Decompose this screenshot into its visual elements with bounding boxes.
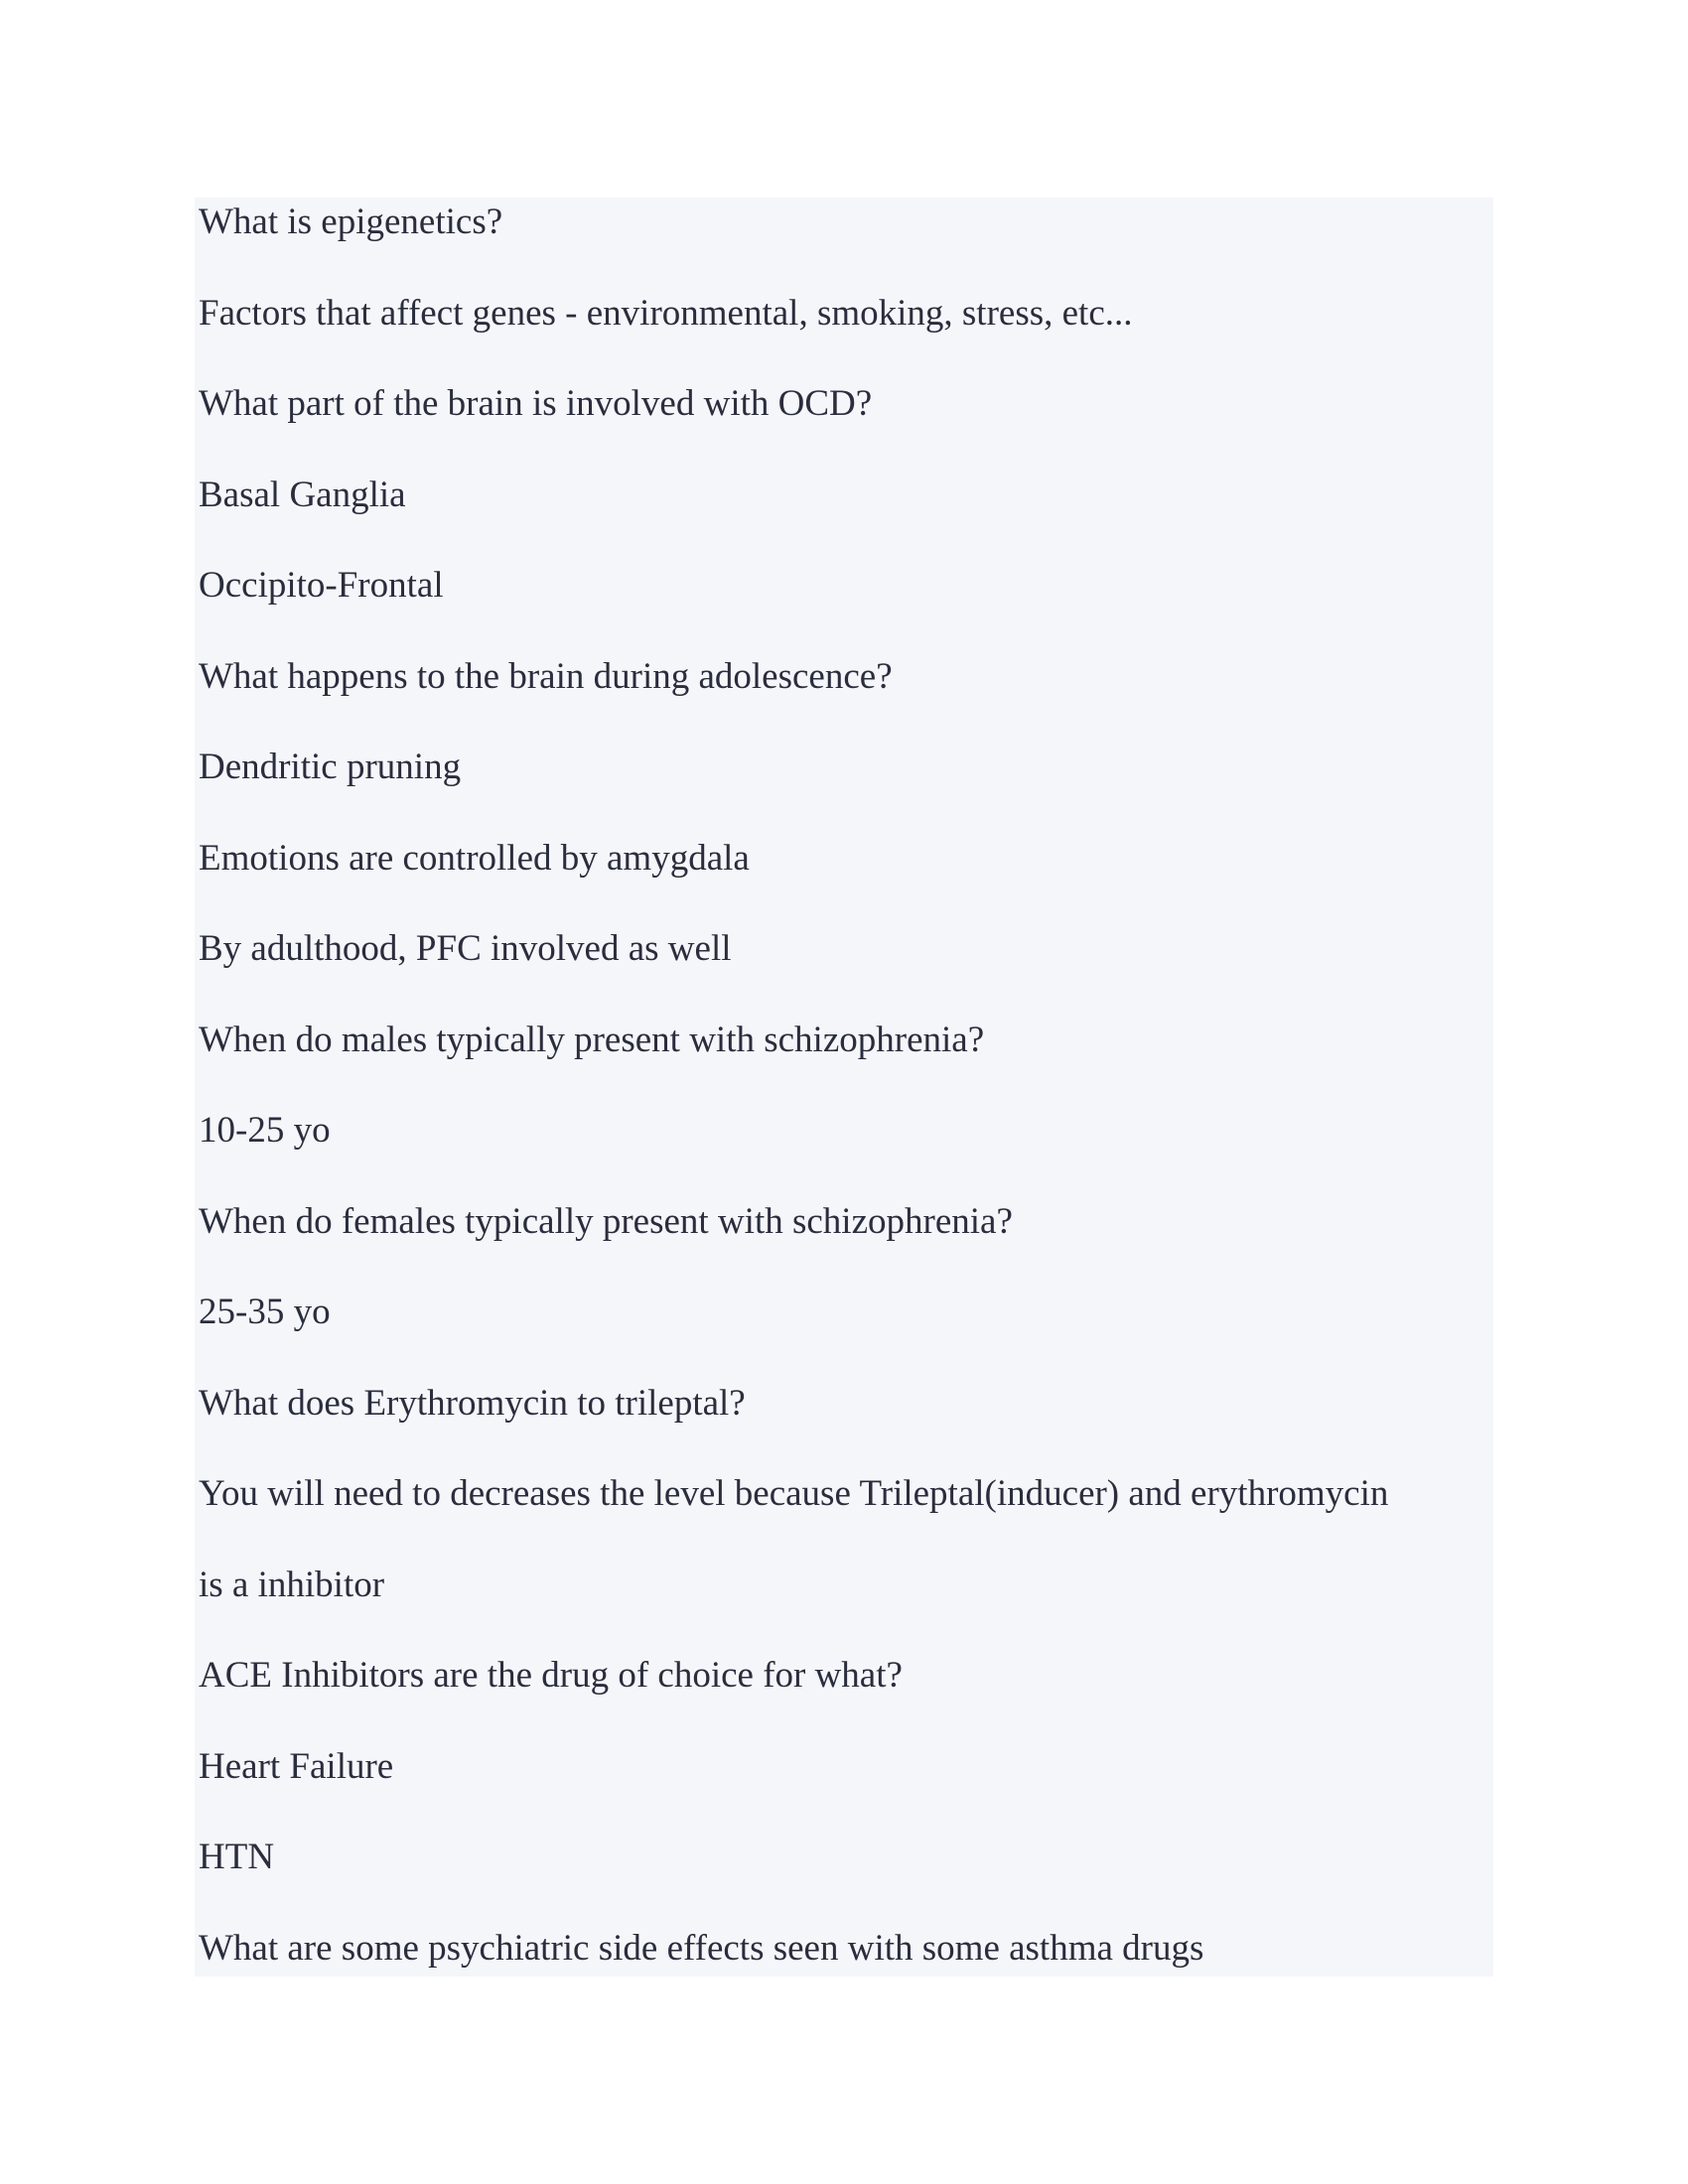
question-asthma-drugs: What are some psychiatric side effects seen with some asthma drugs (199, 1927, 1204, 1969)
answer-amygdala: Emotions are controlled by amygdala (199, 837, 750, 879)
answer-basal-ganglia: Basal Ganglia (199, 474, 406, 515)
notes-list (199, 198, 1489, 2014)
answer-htn: HTN (199, 1837, 275, 1877)
question-epigenetics: What is epigenetics? (199, 202, 503, 242)
question-ace-inhibitors: ACE Inhibitors are the drug of choice for what? (199, 1655, 903, 1696)
question-erythromycin-trileptal: What does Erythromycin to trileptal? (199, 1382, 746, 1424)
question-adolescent-brain: What happens to the brain during adolescence? (199, 655, 893, 697)
answer-dendritic-pruning: Dendritic pruning (199, 747, 462, 787)
answer-erythromycin-trileptal: You will need to decreases the level because Trileptal(inducer) and erythromycin (199, 1473, 1389, 1514)
answer-occipito-frontal: Occipito-Frontal (199, 565, 444, 606)
question-ocd-brain: What part of the brain is involved with OCD? (199, 383, 873, 424)
question-males-schizophrenia: When do males typically present with schizophrenia? (199, 1019, 985, 1060)
answer-epigenetics: Factors that affect genes - environmental, smoking, stress, etc... (199, 292, 1133, 334)
answer-erythromycin-trileptal-continued: is a inhibitor (199, 1564, 385, 1605)
answer-pfc: By adulthood, PFC involved as well (199, 928, 732, 969)
study-notes-block (195, 198, 1493, 1977)
answer-heart-failure: Heart Failure (199, 1745, 394, 1787)
answer-males-age: 10-25 yo (199, 1110, 331, 1151)
answer-females-age: 25-35 yo (199, 1292, 331, 1332)
question-females-schizophrenia: When do females typically present with schizophrenia? (199, 1200, 1013, 1242)
